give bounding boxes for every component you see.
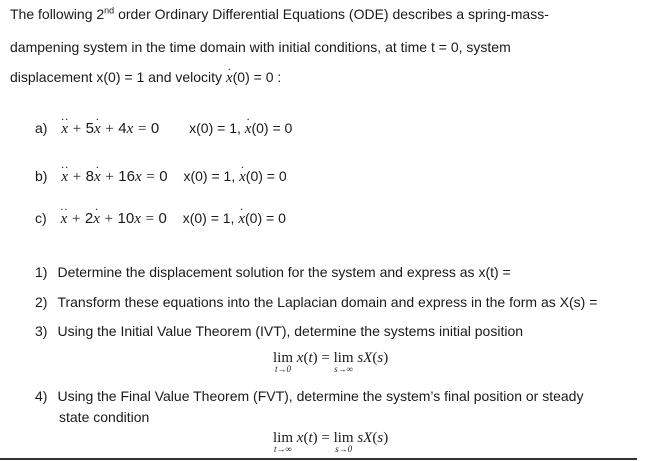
intro-line-3: displacement x(0) = 1 and velocity · x(0) = 0 :: [10, 69, 281, 87]
ivt-formula: lim t→0 x(t) = lim s→∞ sX(s): [273, 350, 389, 374]
question-1: 1) Determine the displacement solution for the system and express as x(t) =: [35, 264, 511, 280]
question-2: 2) Transform these equations into the Laplacian domain and express in the form as X(s) =: [35, 294, 598, 310]
question-4-cont: state condition: [59, 409, 150, 425]
equation-b: b) ·· x + 8· x + 16x = 0 x(0) = 1, · x(0) = 0: [35, 168, 287, 186]
question-3: 3) Using the Initial Value Theorem (IVT), determine the systems initial position: [35, 323, 524, 339]
fvt-formula: lim t→∞ x(t) = lim s→0 sX(s): [273, 430, 389, 454]
intro-line-1: The following 2nd order Ordinary Differential Equations (ODE) describes a spring-mass-: [10, 5, 549, 22]
equation-a: a) ·· x + 5· x + 4x = 0 x(0) = 1, · x(0) = 0: [35, 120, 292, 138]
bottom-border: [0, 458, 637, 460]
question-4: 4) Using the Final Value Theorem (FVT), determine the system’s final position or steady: [35, 388, 584, 404]
intro-line-2: dampening system in the time domain with initial conditions, at time t = 0, system: [10, 39, 511, 55]
equation-c: c) ·· x + 2· x + 10x = 0 x(0) = 1, · x(0) = 0: [35, 210, 286, 228]
